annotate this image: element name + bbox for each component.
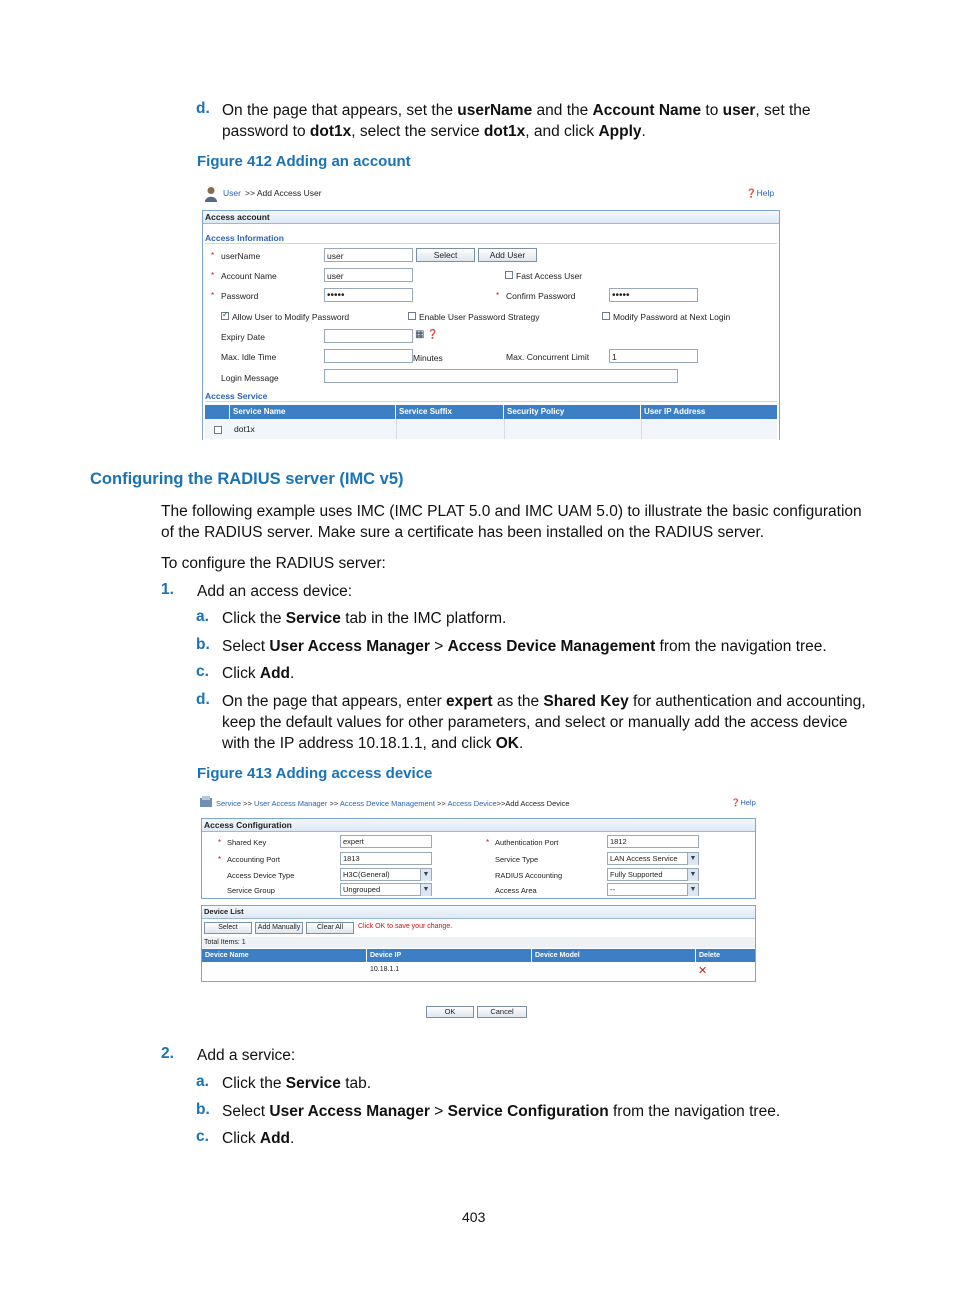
table-header-select — [205, 405, 230, 419]
breadcrumb-current: >>Add Access Device — [496, 799, 570, 808]
text-run: Select — [222, 1103, 270, 1120]
username-label: userName — [221, 251, 261, 261]
required-marker: * — [211, 251, 215, 260]
step-marker: a. — [196, 608, 209, 625]
selected-value: -- — [610, 885, 615, 894]
access-area-label: Access Area — [495, 886, 537, 895]
total-items-label: Total Items: — [204, 939, 240, 946]
text-run-bold: Service Configuration — [447, 1103, 609, 1120]
table-header: User IP Address — [641, 405, 777, 419]
intro-paragraph: The following example uses IMC (IMC PLAT 5.0 and IMC UAM 5.0) to illustrate the basic configuration of the RADIUS server. Make sure a certificate has been installed on the RADIUS server. — [161, 503, 862, 541]
delete-icon[interactable]: ✕ — [698, 965, 708, 977]
text-run: Click the — [222, 1075, 286, 1092]
required-marker: * — [218, 855, 222, 864]
fast-access-label: Fast Access User — [516, 271, 583, 281]
required-marker: * — [211, 291, 215, 300]
device-type-select[interactable] — [340, 868, 432, 881]
text-run: from the navigation tree. — [655, 638, 827, 655]
text-run-bold: userName — [457, 102, 533, 119]
to-configure-text: To configure the RADIUS server: — [161, 555, 386, 572]
step-1b-text — [222, 636, 827, 657]
confirm-password-label: Confirm Password — [506, 291, 576, 301]
required-marker: * — [496, 291, 500, 300]
select-button[interactable]: Select — [204, 922, 252, 934]
device-ip-cell: 10.18.1.1 — [370, 966, 400, 973]
step-2-text: Add a service: — [197, 1047, 296, 1064]
table-row[interactable] — [205, 419, 777, 439]
text-run-bold: Add — [259, 1130, 291, 1147]
clear-all-button[interactable]: Clear All — [306, 922, 354, 934]
row-checkbox[interactable] — [214, 426, 222, 434]
panel-title: Access account — [203, 211, 779, 224]
text-run-bold: Account Name — [592, 102, 702, 119]
breadcrumb-access-device-link[interactable]: Access Device — [447, 799, 497, 808]
text-run-bold: User Access Manager — [269, 1103, 430, 1120]
acct-port-input[interactable]: 1813 — [340, 852, 432, 865]
select-button[interactable]: Select — [416, 248, 475, 262]
max-concurrent-label: Max. Concurrent Limit — [506, 352, 590, 362]
text-run: . — [518, 735, 524, 752]
text-run-bold: expert — [446, 693, 493, 710]
service-group-label: Service Group — [227, 886, 275, 895]
text-run: , set the password to — [222, 102, 811, 140]
text-run: as the — [492, 693, 544, 710]
table-header: Security Policy — [504, 405, 641, 419]
shared-key-input[interactable]: expert — [340, 835, 432, 848]
allow-modify-checkbox[interactable] — [221, 312, 229, 320]
text-run: On the page that appears, enter — [222, 693, 447, 710]
selected-value: Ungrouped — [343, 885, 381, 894]
expiry-date-input[interactable] — [324, 329, 413, 343]
text-run: and the — [532, 102, 593, 119]
chevron-down-icon: ▼ — [420, 869, 431, 881]
table-header: Service Suffix — [396, 405, 504, 419]
text-run: On the page that appears, set the — [222, 102, 458, 119]
breadcrumb-separator: >> — [329, 799, 339, 808]
username-input[interactable]: user — [324, 248, 413, 262]
breadcrumb-uam-link[interactable]: User Access Manager — [253, 799, 328, 808]
service-icon — [199, 795, 213, 809]
account-name-label: Account Name — [221, 271, 277, 281]
text-run: . — [290, 1130, 295, 1147]
chevron-down-icon: ▼ — [687, 853, 698, 865]
shared-key-label: Shared Key — [227, 838, 267, 847]
add-manually-button[interactable]: Add Manually — [255, 922, 303, 934]
step-marker: d. — [196, 100, 210, 117]
step-marker: d. — [196, 691, 210, 708]
device-type-label: Access Device Type — [227, 871, 295, 880]
section-access-service: Access Service — [205, 391, 777, 402]
text-run: , and click — [525, 123, 599, 140]
selected-value: LAN Access Service — [610, 854, 678, 863]
chevron-down-icon: ▼ — [420, 884, 431, 896]
required-marker: * — [218, 838, 222, 847]
text-run-bold: Add — [259, 665, 291, 682]
user-icon — [204, 186, 218, 202]
access-configuration-panel — [201, 818, 756, 899]
add-user-button[interactable]: Add User — [478, 248, 537, 262]
auth-port-label: Authentication Port — [495, 838, 559, 847]
service-group-select[interactable] — [340, 883, 432, 896]
step-marker: a. — [196, 1073, 209, 1090]
breadcrumb-adm-link[interactable]: Access Device Management — [339, 799, 435, 808]
service-type-label: Service Type — [495, 855, 539, 864]
account-name-input[interactable]: user — [324, 268, 413, 282]
figure-caption: Figure 413 Adding access device — [197, 765, 433, 782]
modify-next-login-checkbox[interactable] — [602, 312, 610, 320]
max-concurrent-input[interactable]: 1 — [609, 349, 698, 363]
help-icon: ❓ — [731, 798, 741, 807]
step-marker: b. — [196, 636, 210, 653]
total-items-value: 1 — [241, 939, 246, 946]
total-items — [202, 937, 755, 948]
cell-divider — [396, 419, 397, 439]
required-marker: * — [486, 838, 490, 847]
breadcrumb-current: >> Add Access User — [245, 188, 322, 198]
breadcrumb — [216, 799, 570, 808]
text-run: > — [429, 638, 448, 655]
step-marker: c. — [196, 1128, 209, 1145]
max-idle-label: Max. Idle Time — [221, 352, 277, 362]
save-hint: Click OK to save your change. — [358, 923, 453, 930]
help-label: Help — [740, 798, 756, 807]
step-marker: b. — [196, 1101, 210, 1118]
text-run-bold: Shared Key — [543, 693, 629, 710]
service-type-select[interactable] — [607, 852, 699, 865]
panel-title: Access Configuration — [202, 819, 755, 832]
text-run: tab in the IMC platform. — [340, 610, 507, 627]
step-2b-text — [222, 1101, 780, 1122]
panel-title: Device List — [202, 906, 755, 919]
service-name-cell: dot1x — [234, 424, 255, 434]
step-1a-text — [222, 608, 506, 629]
text-run: . — [290, 665, 295, 682]
text-run-bold: dot1x — [483, 123, 526, 140]
cell-divider — [504, 419, 505, 439]
cell-divider — [641, 419, 642, 439]
step-1-text: Add an access device: — [197, 583, 353, 600]
figure-413-screenshot — [197, 794, 760, 1020]
text-run-bold: OK — [495, 735, 519, 752]
text-run-bold: User Access Manager — [269, 638, 430, 655]
table-header: Device Model — [532, 949, 696, 962]
text-run-bold: dot1x — [309, 123, 352, 140]
enable-strategy-checkbox[interactable] — [408, 312, 416, 320]
confirm-password-input[interactable]: ••••• — [609, 288, 698, 302]
step-marker: c. — [196, 663, 209, 680]
fast-access-checkbox[interactable] — [505, 271, 513, 279]
password-label: Password — [221, 291, 259, 301]
text-run: , select the service — [351, 123, 484, 140]
text-run: from the navigation tree. — [608, 1103, 781, 1120]
acct-port-label: Accounting Port — [227, 855, 280, 864]
selected-value: Fully Supported — [610, 870, 663, 879]
help-icon[interactable]: ❓ — [427, 329, 439, 339]
table-header: Device IP — [367, 949, 532, 962]
device-list-panel — [201, 905, 756, 982]
selected-value: H3C(General) — [343, 870, 390, 879]
text-run-bold: Access Device Management — [447, 638, 656, 655]
password-input[interactable]: ••••• — [324, 288, 413, 302]
step-marker: 2. — [161, 1045, 174, 1062]
breadcrumb-separator: >> — [243, 799, 252, 808]
ok-button[interactable]: OK — [426, 1006, 474, 1018]
expiry-date-label: Expiry Date — [221, 332, 265, 342]
radius-accounting-select[interactable] — [607, 868, 699, 881]
login-message-input[interactable] — [324, 369, 678, 383]
text-run-bold: Apply — [598, 123, 642, 140]
help-label: Help — [756, 188, 775, 198]
table-header: Device Name — [202, 949, 367, 962]
text-run: Select — [222, 638, 270, 655]
help-link[interactable] — [746, 188, 774, 199]
help-link[interactable] — [731, 798, 756, 807]
table-row[interactable] — [202, 962, 755, 979]
table-header: Service Name — [230, 405, 396, 419]
text-run: . — [641, 123, 646, 140]
enable-strategy-label: Enable User Password Strategy — [419, 312, 540, 322]
chevron-down-icon: ▼ — [687, 869, 698, 881]
text-run: Click — [222, 1130, 260, 1147]
breadcrumb-user-link[interactable]: User — [223, 188, 241, 198]
text-run: Click — [222, 665, 260, 682]
step-2a-text — [222, 1073, 371, 1094]
max-idle-input[interactable] — [324, 349, 413, 363]
text-run: for authentication and accounting, keep the default values for other parameters, and select or manually add the access device with the IP address 10.18.1.1, and click — [222, 693, 866, 752]
minutes-label: Minutes — [413, 353, 443, 363]
figure-412-screenshot — [200, 183, 782, 441]
page-number: 403 — [462, 1209, 486, 1225]
step-marker: 1. — [161, 581, 174, 598]
access-area-select[interactable] — [607, 883, 699, 896]
table-header: Delete — [696, 949, 755, 962]
section-access-information: Access Information — [205, 233, 777, 244]
text-run: > — [429, 1103, 448, 1120]
calendar-icon[interactable]: ▦ — [415, 329, 425, 340]
allow-modify-label: Allow User to Modify Password — [232, 312, 350, 322]
text-run: to — [701, 102, 723, 119]
cancel-button[interactable]: Cancel — [477, 1006, 527, 1018]
breadcrumb-service-link[interactable]: Service — [216, 799, 242, 808]
required-marker: * — [211, 271, 215, 280]
access-account-panel — [202, 210, 780, 440]
chevron-down-icon: ▼ — [687, 884, 698, 896]
login-message-label: Login Message — [221, 373, 279, 383]
radius-accounting-label: RADIUS Accounting — [495, 871, 563, 880]
text-run-bold: Service — [285, 1075, 341, 1092]
text-run-bold: user — [722, 102, 756, 119]
text-run-bold: Service — [285, 610, 341, 627]
text-run: Click the — [222, 610, 286, 627]
text-run: tab. — [340, 1075, 372, 1092]
breadcrumb-separator: >> — [437, 799, 446, 808]
step-1d-text — [222, 691, 872, 754]
step-1c-text — [222, 663, 294, 684]
figure-caption: Figure 412 Adding an account — [197, 153, 411, 170]
step-d-text — [222, 100, 872, 142]
auth-port-input[interactable]: 1812 — [607, 835, 699, 848]
help-icon: ❓ — [746, 188, 757, 198]
section-heading: Configuring the RADIUS server (IMC v5) — [90, 470, 404, 488]
modify-next-login-label: Modify Password at Next Login — [613, 312, 731, 322]
step-2c-text — [222, 1128, 294, 1149]
